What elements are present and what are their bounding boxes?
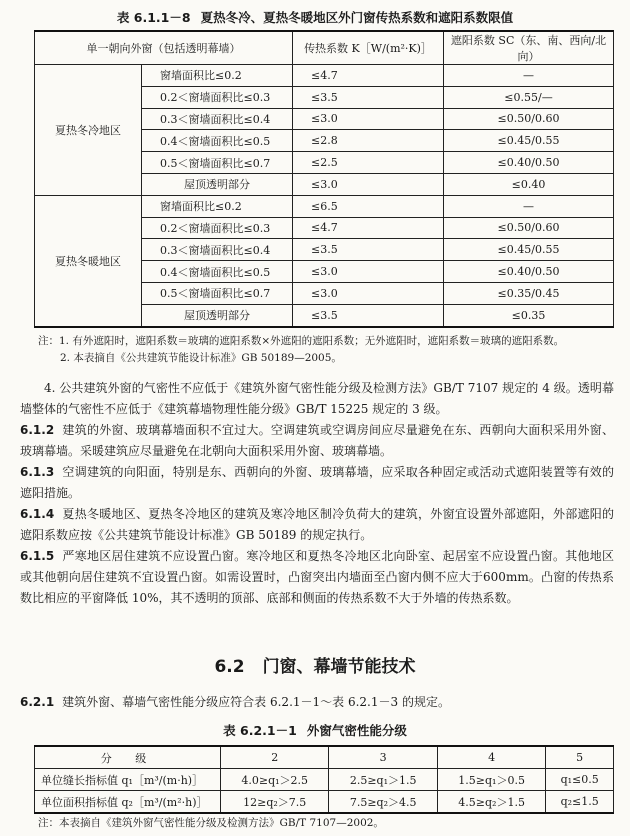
table2-caption-number: 表 6.2.1－1 bbox=[223, 723, 297, 738]
table1-header-window: 单一朝向外窗（包括透明幕墙） bbox=[35, 31, 293, 65]
clause-number: 6.1.3 bbox=[20, 465, 55, 479]
ratio-cell: 屋顶透明部分 bbox=[142, 173, 293, 195]
row-label: 单位面积指标值 q₂［m³/(m²·h)］ bbox=[35, 791, 221, 814]
value-cell: 1.5≥q₁＞0.5 bbox=[437, 769, 545, 791]
table1-caption-title: 夏热冬冷、夏热冬暖地区外门窗传热系数和遮阳系数限值 bbox=[200, 10, 514, 25]
k-cell: ≤2.8 bbox=[293, 130, 444, 152]
ratio-cell: 0.2＜窗墙面积比≤0.3 bbox=[142, 217, 293, 239]
grade-header: 5 bbox=[546, 746, 614, 769]
grade-header: 2 bbox=[221, 746, 329, 769]
table2-caption bbox=[0, 721, 630, 739]
value-cell: q₁≤0.5 bbox=[546, 769, 614, 791]
clause-number: 6.1.2 bbox=[20, 423, 55, 437]
table1-note-2: 2. 本表摘自《公共建筑节能设计标准》GB 50189—2005。 bbox=[60, 352, 342, 364]
region-cell: 夏热冬冷地区 bbox=[35, 65, 142, 196]
k-cell: ≤3.0 bbox=[293, 173, 444, 195]
grade-header: 3 bbox=[329, 746, 437, 769]
sc-cell: ≤0.35/0.45 bbox=[444, 282, 614, 304]
air-tightness-grade-table bbox=[34, 745, 614, 814]
table2-note: 注：本表摘自《建筑外窗气密性能分级及检测方法》GB/T 7107—2002。 bbox=[38, 817, 384, 829]
k-cell: ≤3.5 bbox=[293, 304, 444, 326]
sc-cell: — bbox=[444, 195, 614, 217]
value-cell: 4.5≥q₂＞1.5 bbox=[437, 791, 545, 814]
value-cell: q₂≤1.5 bbox=[546, 791, 614, 814]
sc-cell: — bbox=[444, 65, 614, 87]
k-cell: ≤6.5 bbox=[293, 195, 444, 217]
table1-caption-number: 表 6.1.1－8 bbox=[116, 10, 191, 25]
clause-6-2-1 bbox=[20, 692, 614, 713]
k-cell: ≤3.0 bbox=[293, 282, 444, 304]
k-cell: ≤2.5 bbox=[293, 152, 444, 174]
table1-notes bbox=[38, 333, 618, 367]
table2-header-label: 分 级 bbox=[35, 746, 221, 769]
clause-number: 6.1.4 bbox=[20, 507, 55, 521]
sc-cell: ≤0.55/— bbox=[444, 86, 614, 108]
ratio-cell: 0.4＜窗墙面积比≤0.5 bbox=[142, 130, 293, 152]
ratio-cell: 0.5＜窗墙面积比≤0.7 bbox=[142, 152, 293, 174]
k-cell: ≤4.7 bbox=[293, 65, 444, 87]
table-row bbox=[35, 195, 614, 217]
table1-header-k: 传热系数 K［W/(m²·K)］ bbox=[293, 31, 444, 65]
sc-cell: ≤0.45/0.55 bbox=[444, 130, 614, 152]
ratio-cell: 0.3＜窗墙面积比≤0.4 bbox=[142, 108, 293, 130]
section-title bbox=[0, 652, 630, 677]
clause-6-1-4 bbox=[20, 504, 614, 546]
ratio-cell: 窗墙面积比≤0.2 bbox=[142, 65, 293, 87]
clause-6-1-2 bbox=[20, 420, 614, 462]
k-cell: ≤3.0 bbox=[293, 108, 444, 130]
ratio-cell: 窗墙面积比≤0.2 bbox=[142, 195, 293, 217]
row-label: 单位缝长指标值 q₁［m³/(m·h)］ bbox=[35, 769, 221, 791]
value-cell: 12≥q₂＞7.5 bbox=[221, 791, 329, 814]
clause-text: 空调建筑的向阳面，特别是东、西朝向的外窗、玻璃幕墙，应采取各种固定或活动式遮阳装置等有效的遮阳措施。 bbox=[20, 465, 614, 500]
k-cell: ≤3.5 bbox=[293, 86, 444, 108]
table1-caption bbox=[0, 8, 630, 26]
table2-caption-title: 外窗气密性能分级 bbox=[306, 723, 407, 738]
clause-text: 严寒地区居住建筑不应设置凸窗。寒冷地区和夏热冬冷地区北向卧室、起居室不应设置凸窗。其他地区或其他朝向居住建筑不宜设置凸窗。如需设置时，凸窗突出内墙面至凸窗内侧不应大于600mm。凸窗的传热系数比相应的平窗降低 10%，其不透明的顶部、底部和侧面的传热系数不大于外墙的传热系数。 bbox=[20, 549, 614, 605]
clause-text: 夏热冬暖地区、夏热冬冷地区的建筑及寒冷地区制冷负荷大的建筑，外窗宜设置外部遮阳，外部遮阳的遮阳系数应按《公共建筑节能设计标准》GB 50189 的规定执行。 bbox=[20, 507, 614, 542]
window-thermal-limits-table bbox=[34, 30, 614, 328]
ratio-cell: 0.5＜窗墙面积比≤0.7 bbox=[142, 282, 293, 304]
sc-cell: ≤0.40/0.50 bbox=[444, 152, 614, 174]
clause-number: 6.2.1 bbox=[20, 695, 55, 709]
value-cell: 7.5≥q₂＞4.5 bbox=[329, 791, 437, 814]
k-cell: ≤3.0 bbox=[293, 261, 444, 283]
ratio-cell: 0.3＜窗墙面积比≤0.4 bbox=[142, 239, 293, 261]
region-cell: 夏热冬暖地区 bbox=[35, 195, 142, 326]
grade-header: 4 bbox=[437, 746, 545, 769]
ratio-cell: 0.4＜窗墙面积比≤0.5 bbox=[142, 261, 293, 283]
k-cell: ≤4.7 bbox=[293, 217, 444, 239]
table-row bbox=[35, 65, 614, 87]
clause-6-1-5 bbox=[20, 546, 614, 609]
table-row bbox=[35, 791, 614, 814]
sc-cell: ≤0.50/0.60 bbox=[444, 217, 614, 239]
table1-note-1: 注：1. 有外遮阳时，遮阳系数＝玻璃的遮阳系数×外遮阳的遮阳系数；无外遮阳时，遮阳系数＝玻璃的遮阳系数。 bbox=[38, 335, 565, 347]
paragraph-4: 4. 公共建筑外窗的气密性不应低于《建筑外窗气密性能分级及检测方法》GB/T 7107 规定的 4 级。透明幕墙整体的气密性不应低于《建筑幕墙物理性能分级》GB/T 15225 规定的 3 级。 bbox=[20, 381, 614, 416]
value-cell: 4.0≥q₁＞2.5 bbox=[221, 769, 329, 791]
clause-text: 建筑的外窗、玻璃幕墙面积不宜过大。空调建筑或空调房间应尽量避免在东、西朝向大面积采用外窗、玻璃幕墙。采暖建筑应尽量避免在北朝向大面积采用外窗、玻璃幕墙。 bbox=[20, 423, 614, 458]
sc-cell: ≤0.40/0.50 bbox=[444, 261, 614, 283]
table-row bbox=[35, 769, 614, 791]
section-title-text: 门窗、幕墙节能技术 bbox=[262, 657, 416, 677]
sc-cell: ≤0.50/0.60 bbox=[444, 108, 614, 130]
sc-cell: ≤0.40 bbox=[444, 173, 614, 195]
clause-6-1-3 bbox=[20, 462, 614, 504]
clause-text: 建筑外窗、幕墙气密性能分级应符合表 6.2.1－1～表 6.2.1－3 的规定。 bbox=[62, 695, 450, 709]
ratio-cell: 0.2＜窗墙面积比≤0.3 bbox=[142, 86, 293, 108]
table1-header-sc: 遮阳系数 SC（东、南、西向/北向） bbox=[444, 31, 614, 65]
value-cell: 2.5≥q₁＞1.5 bbox=[329, 769, 437, 791]
ratio-cell: 屋顶透明部分 bbox=[142, 304, 293, 326]
sc-cell: ≤0.45/0.55 bbox=[444, 239, 614, 261]
sc-cell: ≤0.35 bbox=[444, 304, 614, 326]
section-number: 6.2 bbox=[214, 657, 245, 677]
k-cell: ≤3.5 bbox=[293, 239, 444, 261]
clause-number: 6.1.5 bbox=[20, 549, 55, 563]
